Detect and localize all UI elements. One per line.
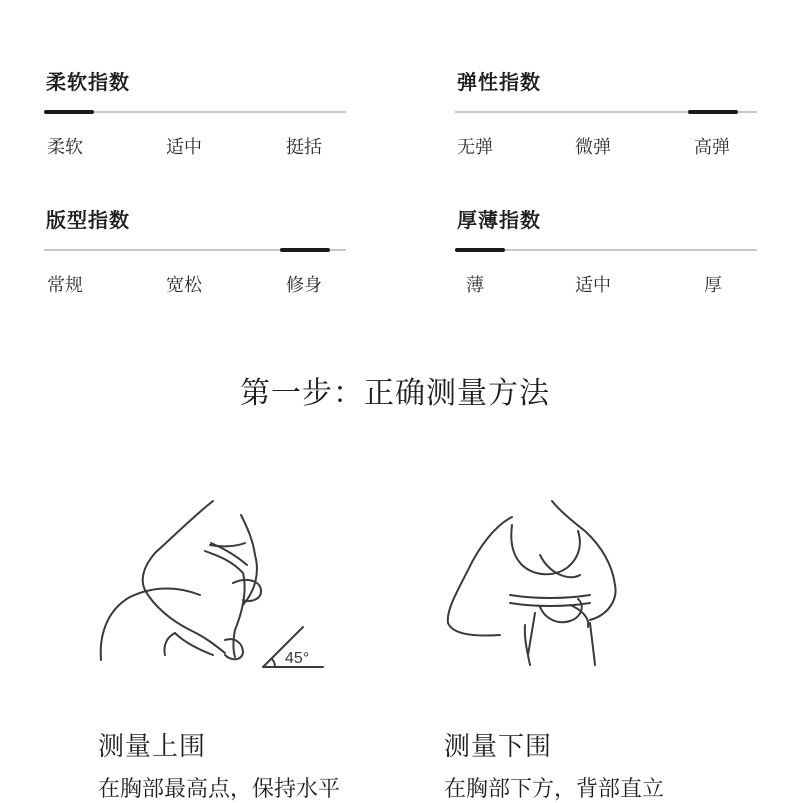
index-title: 厚薄指数	[457, 208, 541, 232]
index-label: 厚	[704, 275, 722, 296]
under-bust-illustration	[440, 495, 635, 675]
index-marker	[280, 248, 330, 252]
under-bust-description: 在胸部下方，背部直立	[444, 777, 665, 802]
index-label: 微弹	[575, 137, 611, 158]
index-title: 版型指数	[46, 208, 130, 232]
upper-bust-title: 测量上围	[98, 732, 207, 762]
index-label: 修身	[286, 275, 322, 296]
index-track	[44, 249, 346, 251]
index-label: 适中	[166, 137, 202, 158]
step-heading: 第一步：正确测量方法	[240, 376, 550, 411]
index-label: 无弹	[457, 137, 493, 158]
index-label: 适中	[575, 275, 611, 296]
index-label: 宽松	[166, 275, 202, 296]
index-label: 薄	[466, 275, 484, 296]
index-track	[455, 111, 757, 113]
under-bust-title: 测量下围	[444, 732, 553, 762]
index-title: 弹性指数	[457, 70, 541, 94]
index-marker	[688, 110, 738, 114]
index-label: 挺括	[286, 137, 322, 158]
angle-label: 45°	[285, 650, 310, 667]
index-track	[455, 249, 757, 251]
index-label: 高弹	[694, 137, 730, 158]
index-title: 柔软指数	[46, 70, 130, 94]
index-label: 常规	[47, 275, 83, 296]
upper-bust-description: 在胸部最高点，保持水平	[98, 777, 341, 802]
index-marker	[455, 248, 505, 252]
index-track	[44, 111, 346, 113]
upper-bust-illustration	[95, 495, 330, 675]
index-label: 柔软	[47, 137, 83, 158]
index-marker	[44, 110, 94, 114]
